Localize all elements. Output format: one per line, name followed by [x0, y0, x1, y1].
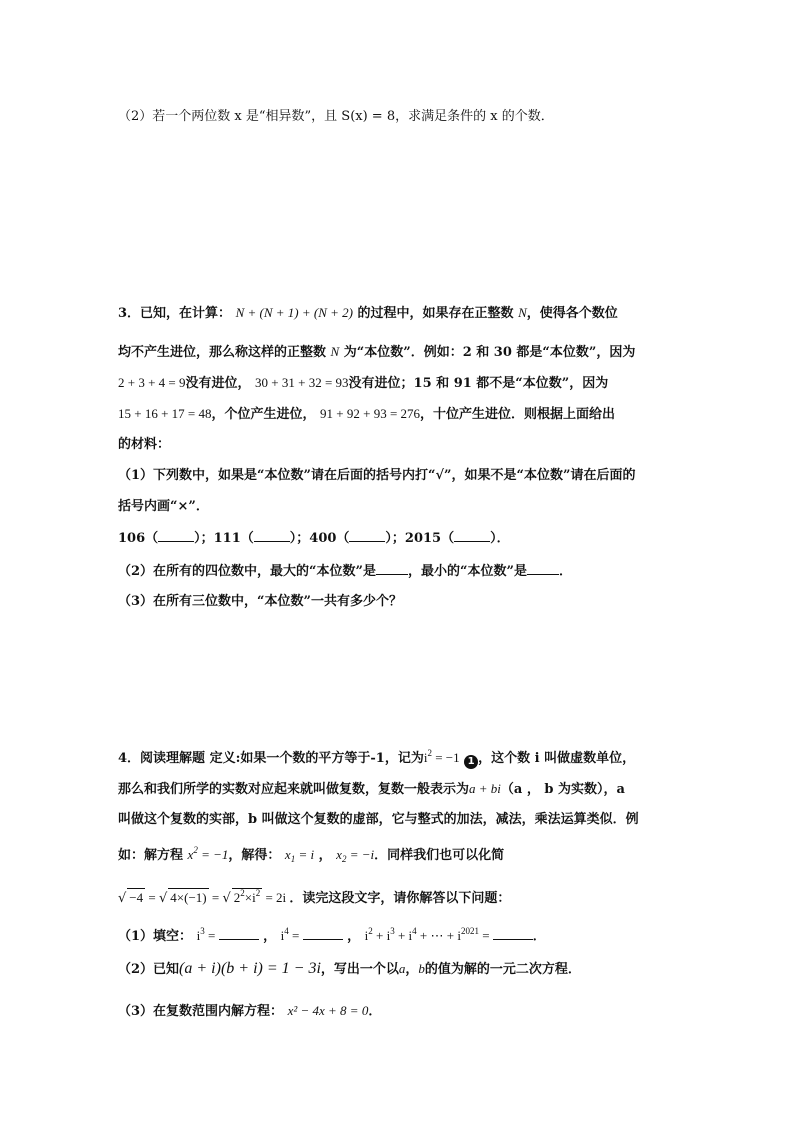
- answer-blank[interactable]: [454, 529, 490, 542]
- q3-formula: 30 + 31 + 32 = 93: [255, 375, 349, 390]
- q3-item-111: ）；111（: [194, 531, 254, 546]
- q3-part1-line3: [118, 529, 510, 548]
- q4-text: 那么和我们所学的实数对应起来就叫做复数，复数一般表示为: [118, 782, 470, 797]
- q4-line3: [118, 811, 639, 829]
- q3-formula: 2 + 3 + 4 = 9: [118, 375, 186, 390]
- q2-part2: [118, 108, 554, 126]
- q4-text: ．: [532, 929, 546, 944]
- q4-line4: 如：解方程 $x^2 = -1$，解得： $x_1 = i$ ， $x_2 = -i$．同样我们也可以化简: [118, 845, 505, 864]
- q3-line4: [118, 405, 615, 424]
- q3-part1-text: 括号内画“×”．: [118, 499, 209, 514]
- q4-text: ，解得：: [228, 848, 281, 863]
- q4-var-b: b: [418, 961, 425, 976]
- q3-line2: [118, 343, 635, 362]
- q3-text: 已知，在计算：: [140, 306, 232, 321]
- q4-part3-text: （3）在复数范围内解方程：: [118, 1004, 284, 1019]
- q3-part1-text: （1）下列数中，如果是“本位数”请在后面的括号内打“√”，如果不是“本位数”请在后面的: [118, 468, 636, 483]
- q4-text: 阅读理解题 定义:如果一个数的平方等于-1，记为: [140, 751, 424, 766]
- answer-blank[interactable]: [254, 529, 290, 542]
- q3-item-2015: ）；2015（: [385, 531, 455, 546]
- q4-formula: $x^2 = -1$: [187, 845, 229, 862]
- q3-text: ）．: [490, 531, 510, 546]
- q4-text: ．读完这段文字，请你解答以下问题：: [289, 891, 511, 906]
- q4-formula: x² − 4x + 8 = 0: [287, 1003, 369, 1018]
- q4-part2: [118, 960, 581, 979]
- q3-text: 的过程中，如果存在正整数: [357, 306, 514, 321]
- q4-text: 叫做这个复数的实部，b 叫做这个复数的虚部，它与整式的加法，减法，乘法运算类似．例: [118, 812, 639, 827]
- q3-item-106: 106（: [118, 531, 159, 546]
- q3-number: 3．: [118, 306, 141, 321]
- answer-blank[interactable]: [158, 529, 194, 542]
- q3-text: ，个位产生进位，: [211, 407, 316, 422]
- q3-part2: [118, 562, 572, 581]
- q4-line1: [118, 749, 635, 769]
- q4-line2: [118, 780, 625, 799]
- q4-part2-text: 的值为解的一元二次方程．: [424, 962, 581, 977]
- q3-text: 为“本位数”．例如：2 和 30 都是“本位数”，因为: [343, 345, 636, 360]
- q4-part3: [118, 1002, 381, 1021]
- q3-part1-line1: [118, 467, 635, 485]
- q4-formula: $i^2 + i^3 + i^4$ + ⋯ + $i^{2021}$ =: [364, 926, 493, 943]
- answer-blank[interactable]: [376, 562, 408, 575]
- q4-part2-text: （2）已知: [118, 962, 180, 977]
- q3-part2-text: ．: [558, 564, 572, 579]
- q3-text: 没有进位，: [185, 376, 251, 391]
- q4-number: 4．: [118, 751, 141, 766]
- q3-part2-text: ，最小的“本位数”是: [408, 564, 527, 579]
- q3-line3: [118, 374, 608, 393]
- q4-part2-text: ，写出一个以: [320, 962, 399, 977]
- q3-var-n: N: [330, 344, 340, 359]
- q3-part3: [118, 593, 402, 611]
- answer-blank[interactable]: [349, 529, 385, 542]
- q4-part3-text: ．: [368, 1004, 382, 1019]
- q4-text: 如：解方程: [118, 848, 184, 863]
- q3-part1-line2: [118, 498, 209, 516]
- circled-one-icon: 1: [464, 755, 478, 769]
- q3-text: 没有进位；15 和 91 都不是“本位数”，因为: [348, 376, 609, 391]
- q3-text: 均不产生进位，那么称这样的正整数: [118, 345, 327, 360]
- q3-part3-text: （3）在所有三位数中，“本位数”一共有多少个？: [118, 594, 403, 609]
- q3-line1: [118, 304, 618, 323]
- q4-formula: $i^4$ =: [280, 926, 303, 943]
- answer-blank[interactable]: [219, 927, 259, 940]
- q3-formula: 91 + 92 + 93 = 276: [320, 406, 421, 421]
- q4-formula: $i^3$ =: [196, 926, 219, 943]
- q4-part1-text: （1）填空：: [118, 929, 193, 944]
- answer-blank[interactable]: [527, 562, 559, 575]
- q4-text: ，这个数 i 叫做虚数单位，: [478, 751, 636, 766]
- q3-text: ，十位产生进位．则根据上面给出: [420, 407, 616, 422]
- q2-part2-text: （2）若一个两位数 x 是“相异数”，且 S(x) = 8，求满足条件的 x 的个数．: [118, 109, 554, 124]
- q4-formula: $x_2 = -i$: [336, 847, 375, 864]
- q4-formula: = −1: [435, 750, 460, 765]
- q4-formula: a + bi: [469, 781, 501, 796]
- q3-text: 的材料：: [118, 437, 171, 452]
- q4-var-a: a: [398, 961, 406, 976]
- q3-text: ，使得各个数位: [526, 306, 618, 321]
- q3-formula: 15 + 16 + 17 = 48: [118, 406, 212, 421]
- answer-blank[interactable]: [303, 927, 343, 940]
- q4-part1: （1）填空： $i^3$ = ， $i^4$ = ， $i^2 + i^3 + i^4$ + ⋯ + $i^{2021}$ = ．: [118, 926, 546, 944]
- q4-sqrt-formula: √ −4 = √ 4×(−1) = √ $2^2\times i^2 = 2i$: [118, 888, 290, 906]
- q4-line5: [118, 888, 510, 908]
- answer-blank[interactable]: [493, 927, 533, 940]
- q4-formula: (a + i)(b + i) = 1 − 3i: [179, 960, 321, 977]
- q3-formula: N + (N + 1) + (N + 2): [235, 305, 354, 320]
- q4-text: （a ， b 为实数），a: [500, 782, 625, 797]
- q3-item-400: ）；400（: [289, 531, 350, 546]
- q4-part2-text: ，: [405, 962, 419, 977]
- q4-formula: $x_1 = i$: [284, 847, 315, 864]
- q4-formula: $i^2$: [423, 748, 432, 765]
- q3-part2-text: （2）在所有的四位数中，最大的“本位数”是: [118, 564, 377, 579]
- q3-var-n: N: [518, 305, 527, 320]
- q4-text: ．同样我们也可以化简: [374, 848, 505, 863]
- q3-line5: [118, 436, 170, 454]
